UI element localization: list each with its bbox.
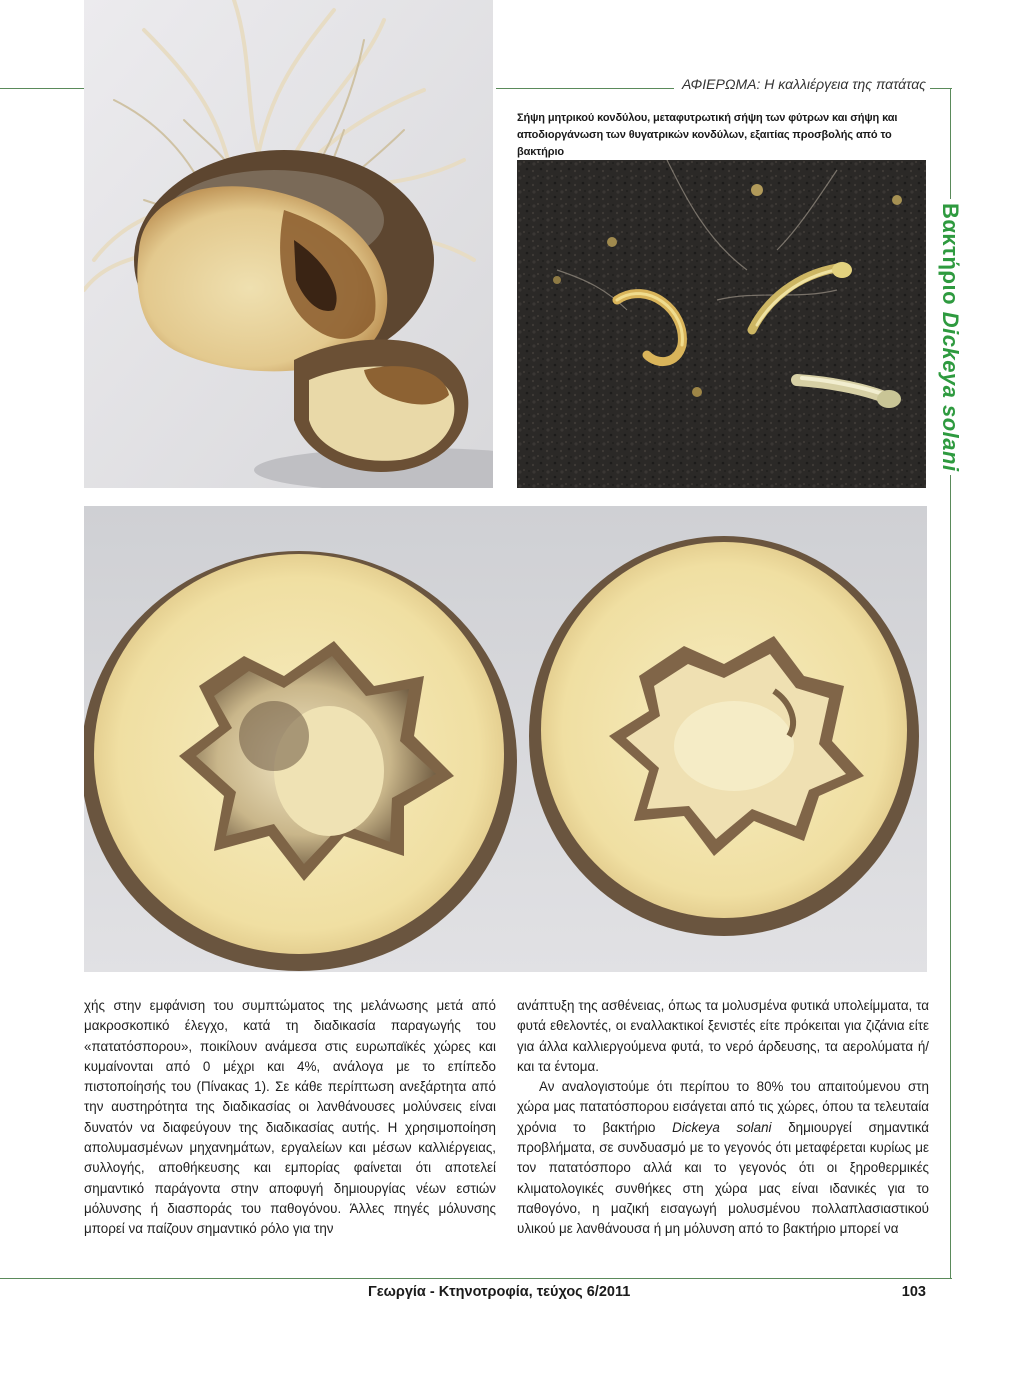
body-column-right <box>517 996 929 1240</box>
rotted-sprouts-in-soil-photo <box>517 160 926 488</box>
photo-rotted-sprouts <box>517 160 926 488</box>
page-number: 103 <box>901 1284 926 1300</box>
side-title-prefix: Βακτήριο <box>938 202 963 312</box>
side-title-species: Dickeya solani <box>938 311 963 472</box>
body-text: δημιουργεί σημαντικά προβλήματα, σε συνδυασμό με το γεγονός ότι μεταφέρεται κυρίως με τον πατατόσπορο αλλά και το γεγονός ότι οι ξηροθερμικές κλιματολογικές συνθήκες στη χώρα μας είναι ιδανικές για το παθογόνο, η μαζική εισαγωγή μολυσμένου πολλαπλασιαστικού υλικού με λανθάνουσα ή μη μόλυνση από το βακτήριο μπορεί να <box>517 1119 929 1237</box>
photo-caption: Σήψη μητρικού κονδύλου, μεταφυτρωτική σήψη των φύτρων και σήψη και αποδιοργάνωση των θυγατρικών κονδύλων, εξαιτίας προσβολής από το βακτήριο <box>517 112 898 158</box>
body-column-left <box>84 996 496 1240</box>
body-paragraph: χής στην εμφάνιση του συμπτώματος της μελάνωσης μετά από μακροσκοπικό έλεγχο, κατά τη διαδικασία παραγωγής του «πατατόσπορου», ποικίλουν ανάμεσα στις ευρωπαϊκές χώρες και κυμαίνονται από 0 μέχρι και 4%, ανάλογα με το επίπεδο πιστοποίησής του (Πίνακας 1). Σε κάθε περίπτωση ανεξάρτητα από την αυστηρότητα της διαδικασίας οι λανθάνουσες μολύνσεις είναι δυνατόν να διαφεύγουν της διαδικασίας αυτής. Η χρησιμοποίηση απολυμασμένων μηχανημάτων, εργαλείων και μέσων καλλιέργειας, συλλογής, αποθήκευσης και εμπορίας φαίνεται ότι αποτελεί σημαντικό παράγοντα στην αποφυγή δημιουργίας νέων εστιών μόλυνσης ή διασποράς του παθογόνου. Άλλες πηγές μόλυνσης μπορεί να παίζουν σημαντικό ρόλο για την <box>84 998 496 1237</box>
side-title-wrap <box>928 202 972 472</box>
cut-daughter-tubers-photo <box>84 506 927 972</box>
header-rule-end <box>930 88 952 89</box>
footer-rule <box>0 1278 952 1279</box>
rotting-mother-tuber-photo <box>84 0 493 488</box>
body-paragraph <box>517 1077 929 1239</box>
body-paragraph: ανάπτυξη της ασθένειας, όπως τα μολυσμένα φυτικά υπολείμματα, τα φυτά εθελοντές, οι εναλλακτικοί ξενιστές είτε πρόκειται για ζιζάνια είτε για άλλα καλλιεργούμενα φυτά, το νερό άρδευσης, τα αερολύματα ή/και τα έντομα. <box>517 998 929 1074</box>
side-title <box>937 199 963 476</box>
section-label: ΑΦΙΕΡΩΜΑ: Η καλλιέργεια της πατάτας <box>682 76 926 92</box>
footer-publication-title: Γεωργία - Κτηνοτροφία, τεύχος 6/2011 <box>368 1284 631 1300</box>
species-name: Dickeya solani <box>672 1119 772 1135</box>
body-text: Αν αναλογιστούμε ότι περίπου το 80% του απαιτούμενου στη χώρα μας πατατόσπορου εισάγεται από τις χώρες, όπου τα τελευταία χρόνια το βακτήριο <box>517 1079 929 1135</box>
photo-rotting-mother-tuber <box>84 0 493 488</box>
header-rule-left <box>0 88 84 89</box>
photo-cut-daughter-tubers <box>84 506 927 972</box>
header-rule-middle <box>496 88 674 89</box>
